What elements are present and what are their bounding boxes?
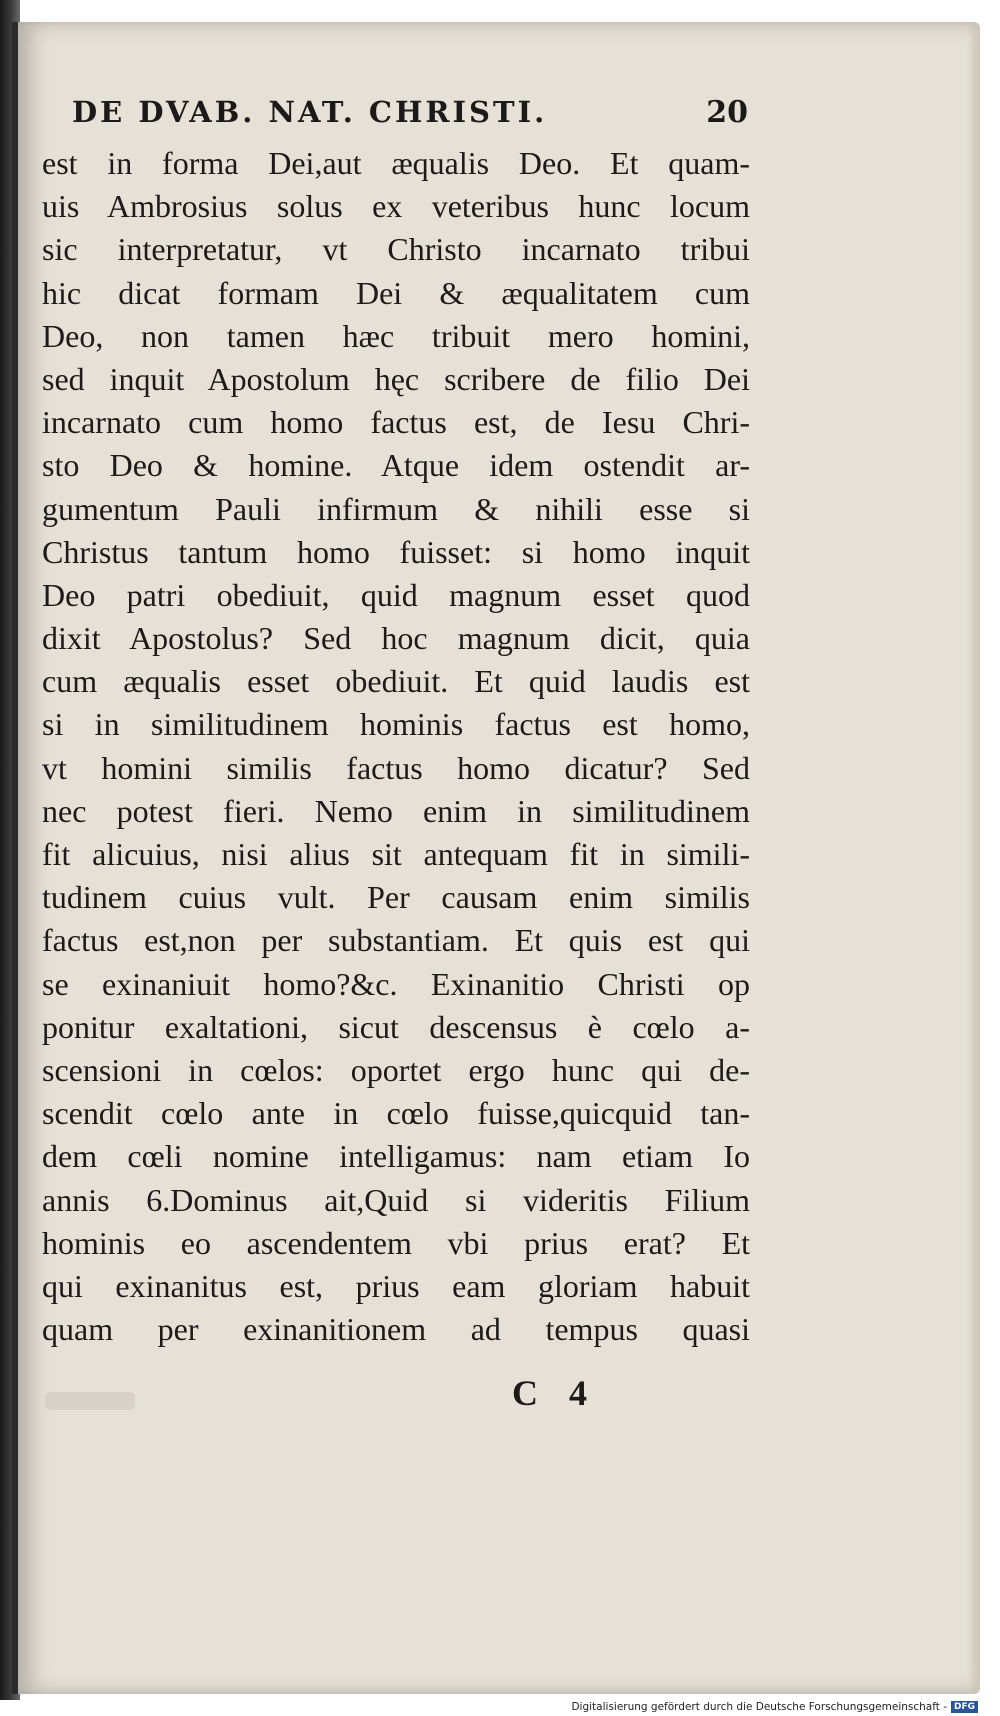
text-line: gumentum Pauli infirmum & nihili esse si (42, 490, 750, 527)
dfg-logo-icon: DFG (951, 1701, 978, 1713)
text-line: scensioni in cœlos: oportet ergo hunc qui de- (42, 1051, 750, 1088)
text-line: annis 6.Dominus ait,Quid si videritis Filium (42, 1181, 750, 1218)
text-line: uis Ambrosius solus ex veteribus hunc locum (42, 188, 750, 225)
text-line: nec potest fieri. Nemo enim in similitudinem (42, 792, 750, 829)
text-line: tudinem cuius vult. Per causam enim similis (42, 879, 750, 916)
text-line: si in similitudinem hominis factus est homo, (42, 706, 750, 743)
digitization-credit (571, 1699, 978, 1715)
text-line: fit alicuius, nisi alius sit antequam fit in simili- (42, 836, 750, 872)
text-line: hominis eo ascendentem vbi prius erat? Et (42, 1224, 750, 1261)
text-line: est in forma Dei,aut æqualis Deo. Et quam- (42, 145, 750, 181)
text-line: hic dicat formam Dei & æqualitatem cum (42, 274, 750, 311)
text-line: Christus tantum homo fuisset: si homo inquit (42, 533, 750, 570)
text-block (42, 142, 750, 1351)
running-head: DE DVAB. NAT. CHRISTI. (72, 95, 548, 129)
text-line: Deo, non tamen hæc tribuit mero homini, (42, 317, 750, 354)
text-line: dixit Apostolus? Sed hoc magnum dicit, quia (42, 620, 750, 657)
signature-mark: C 4 (512, 1373, 587, 1413)
text-line: dem cœli nomine intelligamus: nam etiam Io (42, 1138, 750, 1175)
text-line: se exinaniuit homo?&c. Exinanitio Christi op (42, 965, 750, 1002)
text-line: scendit cœlo ante in cœlo fuisse,quicquid tan- (42, 1095, 750, 1132)
text-line: sto Deo & homine. Atque idem ostendit ar- (42, 447, 750, 484)
text-line: cum æqualis esset obediuit. Et quid laudis est (42, 663, 750, 700)
text-line: incarnato cum homo factus est, de Iesu Chri- (42, 404, 750, 441)
text-line: quam per exinanitionem ad tempus quasi (42, 1311, 750, 1348)
text-line: qui exinanitus est, prius eam gloriam habuit (42, 1267, 750, 1304)
text-line: factus est,non per substantiam. Et quis est qui (42, 922, 750, 959)
text-line: sed inquit Apostolum hęc scribere de filio Dei (42, 360, 750, 397)
text-line: vt homini similis factus homo dicatur? Sed (42, 749, 750, 786)
folio-number: 20 (706, 95, 748, 130)
credit-text: Digitalisierung gefördert durch die Deutsche Forschungsgemeinschaft - (571, 1701, 947, 1713)
text-line: ponitur exaltationi, sicut descensus è cœlo a- (42, 1008, 750, 1045)
text-line: sic interpretatur, vt Christo incarnato tribui (42, 231, 750, 268)
ink-bleed-through (45, 1392, 135, 1410)
text-line: Deo patri obediuit, quid magnum esset quod (42, 576, 750, 613)
